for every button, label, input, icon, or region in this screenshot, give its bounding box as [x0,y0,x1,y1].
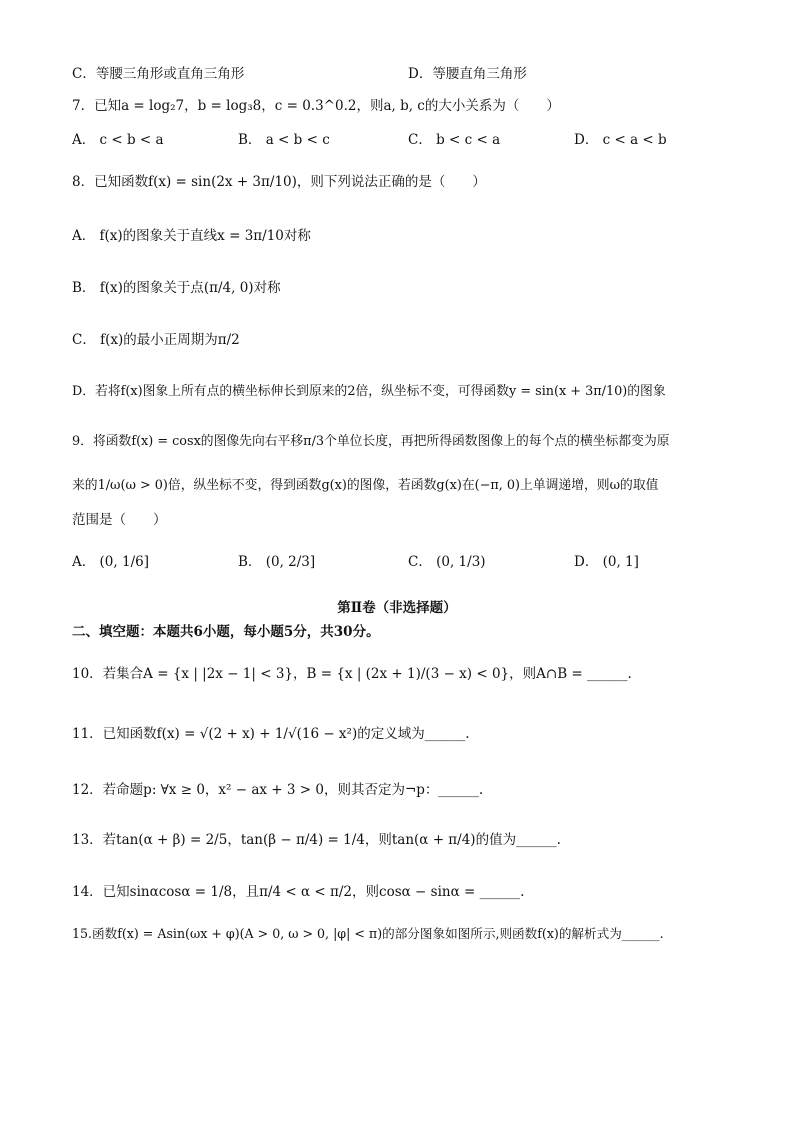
q9-line1: 9．将函数f(x) = cosx的图像先向右平移π/3个单位长度，再把所得函数图像上的每个点的横坐标都变为原 [72,434,670,449]
q8-option-d: D．若将f(x)图象上所有点的横坐标伸长到原来的2倍，纵坐标不变，可得函数y = sin(x + 3π/10)的图象 [72,384,666,399]
q7-option-a: A． c < b < a [72,132,164,148]
q14: 14．已知sinαcosα = 1/8，且π/4 < α < π/2，则cosα − sinα = ______. [72,884,525,900]
q7-option-c: C． b < c < a [408,132,501,148]
q7-option-d: D． c < a < b [574,132,667,148]
q8-option-b: B． f(x)的图象关于点(π/4, 0)对称 [72,280,281,296]
q6-option-c: C．等腰三角形或直角三角形 [72,66,245,82]
fill-in-heading: 二、填空题：本题共6小题，每小题5分，共30分。 [72,624,380,640]
q9-line3: 范围是（ ） [72,512,167,528]
q8-stem: 8．已知函数f(x) = sin(2x + 3π/10)，则下列说法正确的是（ ） [72,174,486,190]
q9-option-c: C． (0, 1/3) [408,554,486,570]
q9-option-a: A． (0, 1/6] [72,554,149,570]
q7-option-b: B． a < b < c [238,132,330,148]
q7-stem: 7．已知a = log₂7，b = log₃8，c = 0.3^0.2，则a, b, c的大小关系为（ ） [72,98,560,114]
q9-option-b: B． (0, 2/3] [238,554,316,570]
q9-line2: 来的1/ω(ω > 0)倍，纵坐标不变，得到函数g(x)的图像，若函数g(x)在(−π, 0)上单调递增，则ω的取值 [72,478,659,493]
q8-option-c: C． f(x)的最小正周期为π/2 [72,332,240,348]
q6-option-d: D．等腰直角三角形 [408,66,527,82]
q10: 10．若集合A = {x | |2x − 1| < 3}，B = {x | (2x + 1)/(3 − x) < 0}，则A∩B = ______. [72,666,632,682]
section-title: 第Ⅱ卷（非选择题） [337,600,457,616]
q11: 11．已知函数f(x) = √(2 + x) + 1/√(16 − x²)的定义域为______. [72,726,470,742]
q9-option-d: D． (0, 1] [574,554,639,570]
q8-option-a: A． f(x)的图象关于直线x = 3π/10对称 [72,228,311,244]
q15: 15.函数f(x) = Asin(ωx + φ)(A > 0, ω > 0, |φ| < π)的部分图象如图所示,则函数f(x)的解析式为______. [72,926,664,941]
q13: 13．若tan(α + β) = 2/5，tan(β − π/4) = 1/4，则tan(α + π/4)的值为______. [72,832,561,848]
q12: 12．若命题p: ∀x ≥ 0，x² − ax + 3 > 0，则其否定为¬p：______. [72,782,484,798]
